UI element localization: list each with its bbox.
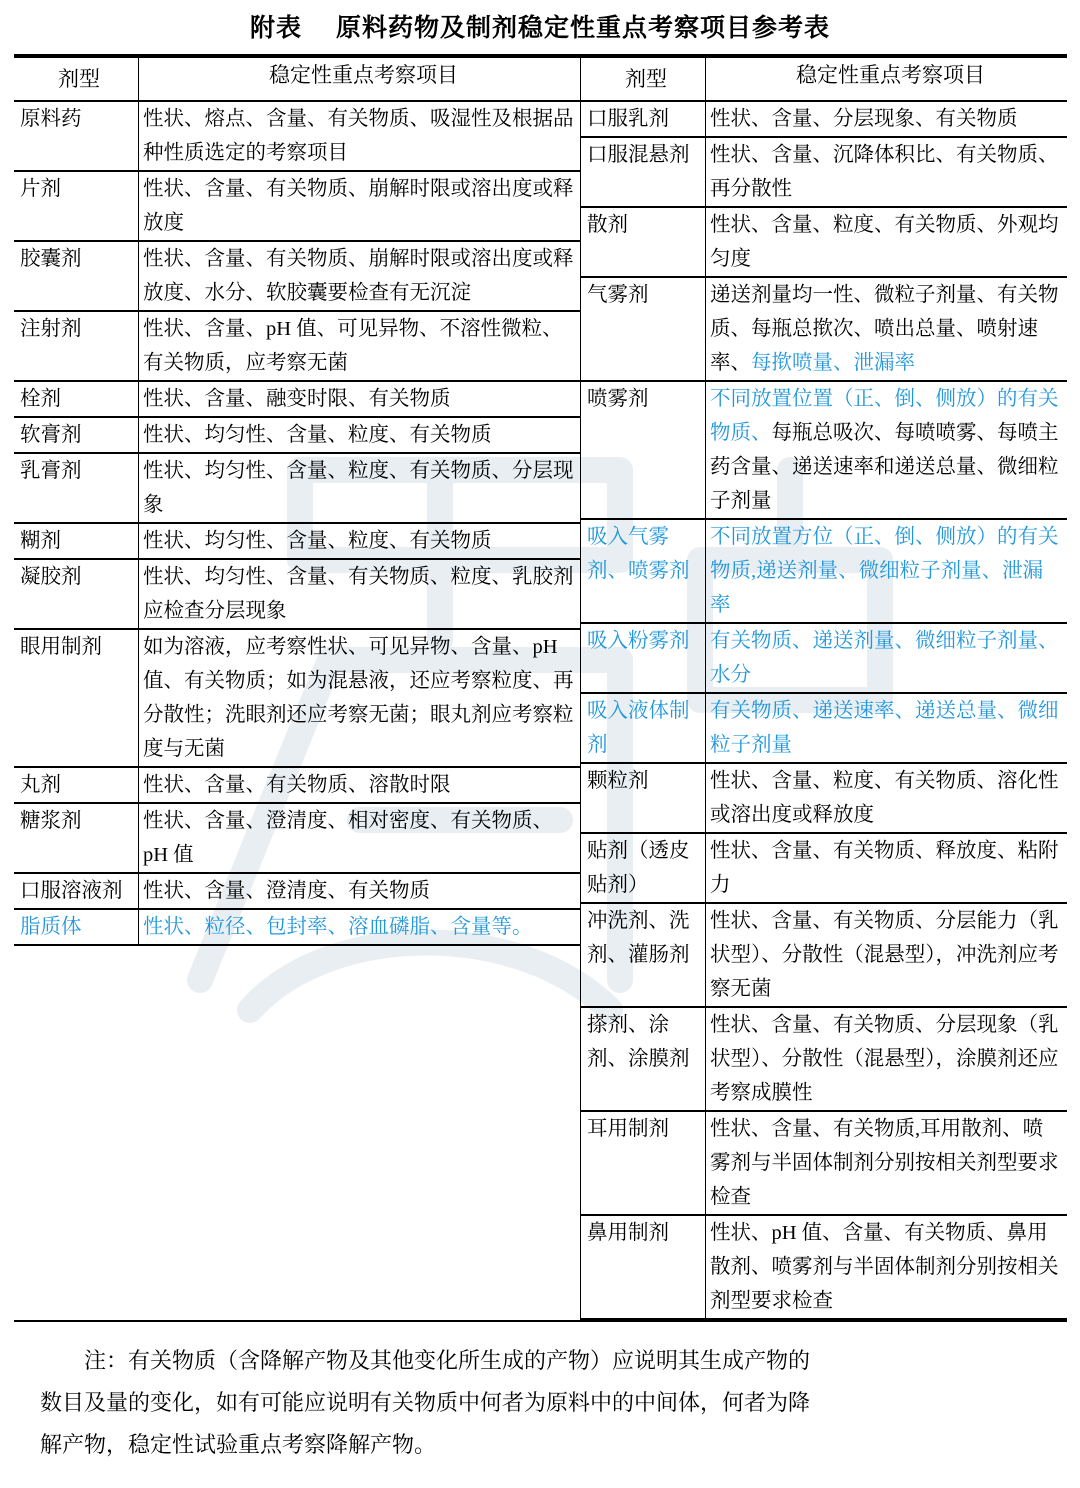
items-cell bbox=[139, 417, 581, 453]
dosage-form-cell: 糊剂 bbox=[14, 523, 139, 559]
items-black-segment: 递送剂量均一性、微粒子剂量、有关物质、每瓶总揿次、喷出总量、喷射速率、 bbox=[710, 284, 1059, 374]
items-text: 性状、含量、澄清度、有关物质 bbox=[143, 880, 430, 902]
dosage-form-cell: 吸入气雾剂、喷雾剂 bbox=[581, 519, 706, 623]
items-cell bbox=[139, 381, 581, 417]
table-row bbox=[14, 767, 580, 803]
dosage-form-cell: 口服溶液剂 bbox=[14, 873, 139, 909]
items-text: 性状、pH 值、含量、有关物质、鼻用散剂、喷雾剂与半固体制剂分别按相关剂型要求检查 bbox=[710, 1222, 1059, 1312]
items-text: 性状、含量、有关物质、分层能力（乳状型）、分散性（混悬型），冲洗剂应考察无菌 bbox=[710, 910, 1059, 1000]
items-cell bbox=[139, 767, 581, 803]
table-row bbox=[14, 909, 580, 945]
dosage-form-cell: 胶囊剂 bbox=[14, 241, 139, 311]
table-row bbox=[581, 903, 1067, 1007]
table-row bbox=[14, 523, 580, 559]
table-row bbox=[14, 417, 580, 453]
table-row bbox=[581, 1215, 1067, 1319]
header-items-1: 稳定性重点考察项目 bbox=[139, 57, 581, 101]
header-col2-cell bbox=[581, 55, 1068, 102]
items-text: 性状、均匀性、含量、粒度、有关物质、分层现象 bbox=[143, 460, 574, 516]
items-text: 性状、粒径、包封率、溶血磷脂、含量等。 bbox=[143, 916, 533, 938]
table-row bbox=[581, 763, 1067, 833]
items-text: 性状、含量、pH 值、可见异物、不溶性微粒、有关物质，应考察无菌 bbox=[143, 318, 563, 374]
items-cell bbox=[706, 381, 1068, 519]
items-text: 性状、含量、分层现象、有关物质 bbox=[710, 108, 1018, 130]
items-text: 性状、含量、有关物质、溶散时限 bbox=[143, 774, 451, 796]
header-items-2: 稳定性重点考察项目 bbox=[706, 57, 1068, 101]
dosage-form-cell: 颗粒剂 bbox=[581, 763, 706, 833]
items-cell bbox=[139, 909, 581, 945]
right-column bbox=[581, 102, 1068, 1322]
items-black-segment: 每瓶总吸次、每喷喷雾、每喷主药含量、递送速率和递送总量、微细粒子剂量 bbox=[710, 422, 1059, 512]
items-cell bbox=[706, 207, 1068, 277]
items-text bbox=[710, 382, 1063, 518]
items-text: 性状、含量、澄清度、相对密度、有关物质、pH 值 bbox=[143, 810, 553, 866]
table-row bbox=[14, 559, 580, 629]
items-cell bbox=[139, 523, 581, 559]
items-text: 性状、含量、有关物质、释放度、粘附力 bbox=[710, 840, 1059, 896]
dosage-form-cell: 口服乳剂 bbox=[581, 102, 706, 137]
dosage-form-cell: 搽剂、涂剂、涂膜剂 bbox=[581, 1007, 706, 1111]
title-prefix: 附表 bbox=[249, 15, 302, 42]
table-row bbox=[14, 381, 580, 417]
dosage-form-cell: 脂质体 bbox=[14, 909, 139, 945]
table-row bbox=[14, 311, 580, 381]
items-text bbox=[710, 278, 1063, 380]
items-cell bbox=[706, 1215, 1068, 1319]
table-row bbox=[581, 277, 1067, 381]
items-blue-segment: 每揿喷量、泄漏率 bbox=[751, 352, 915, 374]
table-row bbox=[581, 381, 1067, 519]
items-cell bbox=[706, 763, 1068, 833]
table-row bbox=[14, 873, 580, 909]
items-text: 性状、熔点、含量、有关物质、吸湿性及根据品种性质选定的考察项目 bbox=[143, 108, 574, 164]
stability-items-table bbox=[14, 54, 1067, 1322]
items-blue-segment: 不同放置位置（正、倒、侧放）的有关物质、 bbox=[710, 388, 1059, 444]
table-row bbox=[14, 241, 580, 311]
table-row bbox=[581, 1111, 1067, 1215]
items-text: 性状、含量、有关物质、崩解时限或溶出度或释放度、水分、软胶囊要检查有无沉淀 bbox=[143, 248, 574, 304]
dosage-form-cell: 冲洗剂、洗剂、灌肠剂 bbox=[581, 903, 706, 1007]
dosage-form-cell: 原料药 bbox=[14, 102, 139, 171]
dosage-form-cell: 鼻用制剂 bbox=[581, 1215, 706, 1319]
items-text: 性状、均匀性、含量、粒度、有关物质 bbox=[143, 530, 492, 552]
dosage-form-cell: 口服混悬剂 bbox=[581, 137, 706, 207]
dosage-form-cell: 气雾剂 bbox=[581, 277, 706, 381]
table-header-row bbox=[14, 55, 1067, 102]
header-col1-cell bbox=[14, 55, 581, 102]
items-cell bbox=[706, 277, 1068, 381]
table-body-row bbox=[14, 102, 1067, 1322]
dosage-form-cell: 耳用制剂 bbox=[581, 1111, 706, 1215]
items-cell bbox=[139, 171, 581, 241]
title-main: 原料药物及制剂稳定性重点考察项目参考表 bbox=[336, 15, 831, 42]
page-title bbox=[14, 0, 1066, 54]
table-row bbox=[581, 137, 1067, 207]
items-cell bbox=[139, 241, 581, 311]
items-text: 性状、含量、有关物质,耳用散剂、喷雾剂与半固体制剂分别按相关剂型要求检查 bbox=[710, 1118, 1059, 1208]
table-row bbox=[581, 519, 1067, 623]
items-cell bbox=[706, 1007, 1068, 1111]
left-rows-table bbox=[14, 102, 580, 946]
table-row bbox=[581, 207, 1067, 277]
items-text: 性状、含量、粒度、有关物质、溶化性或溶出度或释放度 bbox=[710, 770, 1059, 826]
items-text: 性状、均匀性、含量、有关物质、粒度、乳胶剂应检查分层现象 bbox=[143, 566, 574, 622]
items-text: 性状、均匀性、含量、粒度、有关物质 bbox=[143, 424, 492, 446]
items-cell bbox=[139, 803, 581, 873]
items-cell bbox=[706, 833, 1068, 903]
table-note bbox=[40, 1322, 1040, 1466]
table-row bbox=[14, 102, 580, 171]
dosage-form-cell: 吸入粉雾剂 bbox=[581, 623, 706, 693]
table-row bbox=[581, 833, 1067, 903]
table-row bbox=[14, 629, 580, 767]
dosage-form-cell: 糖浆剂 bbox=[14, 803, 139, 873]
items-text: 性状、含量、沉降体积比、有关物质、再分散性 bbox=[710, 144, 1059, 200]
dosage-form-cell: 眼用制剂 bbox=[14, 629, 139, 767]
header-dosage-form-1: 剂型 bbox=[14, 57, 139, 101]
items-text: 性状、含量、有关物质、分层现象（乳状型）、分散性（混悬型），涂膜剂还应考察成膜性 bbox=[710, 1014, 1059, 1104]
items-text: 性状、含量、有关物质、崩解时限或溶出度或释放度 bbox=[143, 178, 574, 234]
table-row bbox=[581, 102, 1067, 137]
items-cell bbox=[706, 903, 1068, 1007]
table-row bbox=[581, 693, 1067, 763]
items-cell bbox=[706, 137, 1068, 207]
right-rows-table bbox=[581, 102, 1067, 1320]
table-row bbox=[14, 453, 580, 523]
items-text: 性状、含量、融变时限、有关物质 bbox=[143, 388, 451, 410]
dosage-form-cell: 乳膏剂 bbox=[14, 453, 139, 523]
items-cell bbox=[706, 693, 1068, 763]
dosage-form-cell: 贴剂（透皮贴剂） bbox=[581, 833, 706, 903]
items-text: 不同放置方位（正、倒、侧放）的有关物质,递送剂量、微细粒子剂量、泄漏率 bbox=[710, 526, 1059, 616]
dosage-form-cell: 喷雾剂 bbox=[581, 381, 706, 519]
note-line-3: 解产物，稳定性试验重点考察降解产物。 bbox=[40, 1432, 437, 1457]
dosage-form-cell: 注射剂 bbox=[14, 311, 139, 381]
note-line-2: 数目及量的变化，如有可能应说明有关物质中何者为原料中的中间体，何者为降 bbox=[40, 1390, 811, 1415]
dosage-form-cell: 凝胶剂 bbox=[14, 559, 139, 629]
left-column bbox=[14, 102, 581, 1322]
items-cell bbox=[139, 873, 581, 909]
dosage-form-cell: 栓剂 bbox=[14, 381, 139, 417]
table-row bbox=[581, 1007, 1067, 1111]
items-cell bbox=[139, 311, 581, 381]
header-dosage-form-2: 剂型 bbox=[581, 57, 706, 101]
table-row bbox=[14, 803, 580, 873]
items-cell bbox=[139, 629, 581, 767]
dosage-form-cell: 吸入液体制剂 bbox=[581, 693, 706, 763]
items-cell bbox=[706, 1111, 1068, 1215]
items-text: 如为溶液，应考察性状、可见异物、含量、pH 值、有关物质；如为混悬液，还应考察粒度、再分散性；洗眼剂还应考察无菌；眼丸剂应考察粒度与无菌 bbox=[143, 636, 574, 760]
items-cell bbox=[139, 559, 581, 629]
dosage-form-cell: 散剂 bbox=[581, 207, 706, 277]
note-line-1: 注：有关物质（含降解产物及其他变化所生成的产物）应说明其生成产物的 bbox=[84, 1348, 811, 1373]
items-text: 有关物质、递送剂量、微细粒子剂量、水分 bbox=[710, 630, 1059, 686]
dosage-form-cell: 丸剂 bbox=[14, 767, 139, 803]
dosage-form-cell: 软膏剂 bbox=[14, 417, 139, 453]
items-cell bbox=[139, 102, 581, 171]
table-row bbox=[581, 623, 1067, 693]
items-cell bbox=[706, 623, 1068, 693]
items-text: 性状、含量、粒度、有关物质、外观均匀度 bbox=[710, 214, 1059, 270]
items-text: 有关物质、递送速率、递送总量、微细粒子剂量 bbox=[710, 700, 1059, 756]
items-cell bbox=[706, 519, 1068, 623]
table-row bbox=[14, 171, 580, 241]
dosage-form-cell: 片剂 bbox=[14, 171, 139, 241]
items-cell bbox=[706, 102, 1068, 137]
items-cell bbox=[139, 453, 581, 523]
